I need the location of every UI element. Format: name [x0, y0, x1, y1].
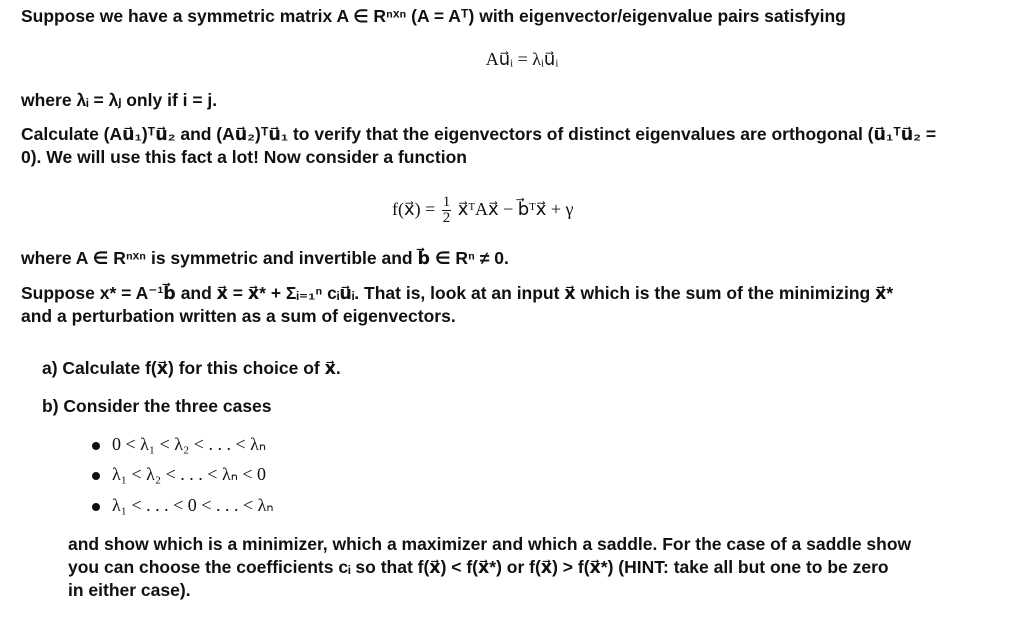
part-a: a) Calculate f(x⃗) for this choice of x⃗.: [42, 358, 341, 378]
calculate-text-line1: Calculate (Au⃗₁)ᵀu⃗₂ and (Au⃗₂)ᵀu⃗₁ to verify that the eigenvectors of distinct eigenvalues are orthogonal (u⃗₁ᵀu⃗₂ =: [21, 124, 937, 144]
fraction-numerator: 1: [442, 194, 451, 211]
case-list-item: [92, 433, 266, 455]
bullet-icon: [92, 472, 100, 480]
intro-text: Suppose we have a symmetric matrix A ∈ Rⁿˣⁿ (A = Aᵀ) with eigenvector/eigenvalue pairs satisfying: [21, 6, 846, 26]
function-lhs: f(x⃗) =: [392, 199, 436, 219]
conclusion-text-line1: and show which is a minimizer, which a maximizer and which a saddle. For the case of a saddle show: [68, 534, 912, 554]
function-definition: [392, 192, 573, 226]
one-half-fraction: [442, 195, 452, 226]
case-text: 0 < λ₁ < λ₂ < . . . < λₙ: [112, 434, 267, 454]
conclusion-text-line2: you can choose the coefficients cᵢ so that f(x⃗) < f(x⃗*) or f(x⃗) > f(x⃗*) (HINT: take all but one to be zero: [68, 557, 889, 577]
case-text: λ₁ < λ₂ < . . . < λₙ < 0: [112, 464, 267, 484]
conclusion-text-line3: in either case).: [68, 580, 191, 600]
case-text: λ₁ < . . . < 0 < . . . < λₙ: [112, 495, 274, 515]
part-b: b) Consider the three cases: [42, 396, 272, 416]
calculate-text-line2: 0). We will use this fact a lot! Now consider a function: [21, 147, 467, 167]
fraction-denominator: 2: [442, 210, 451, 227]
case-list-item: [92, 494, 274, 516]
suppose-text-line2: and a perturbation written as a sum of eigenvectors.: [21, 306, 456, 326]
bullet-icon: [92, 503, 100, 511]
matrix-condition-text: where A ∈ Rⁿˣⁿ is symmetric and invertible and b⃗ ∈ Rⁿ ≠ 0.: [21, 248, 509, 268]
eigen-equation: Au⃗ᵢ = λᵢu⃗ᵢ: [485, 49, 559, 69]
suppose-text-line1: Suppose x* = A⁻¹b⃗ and x⃗ = x⃗* + Σᵢ₌₁ⁿ cᵢu⃗ᵢ. That is, look at an input x⃗ which is the sum of the minimizing x⃗*: [21, 283, 894, 303]
case-list-item: [92, 463, 266, 485]
bullet-icon: [92, 442, 100, 450]
distinct-condition-text: where λᵢ = λⱼ only if i = j.: [21, 90, 218, 110]
function-rhs: x⃗ᵀAx⃗ − b⃗ᵀx⃗ + γ: [457, 199, 574, 219]
